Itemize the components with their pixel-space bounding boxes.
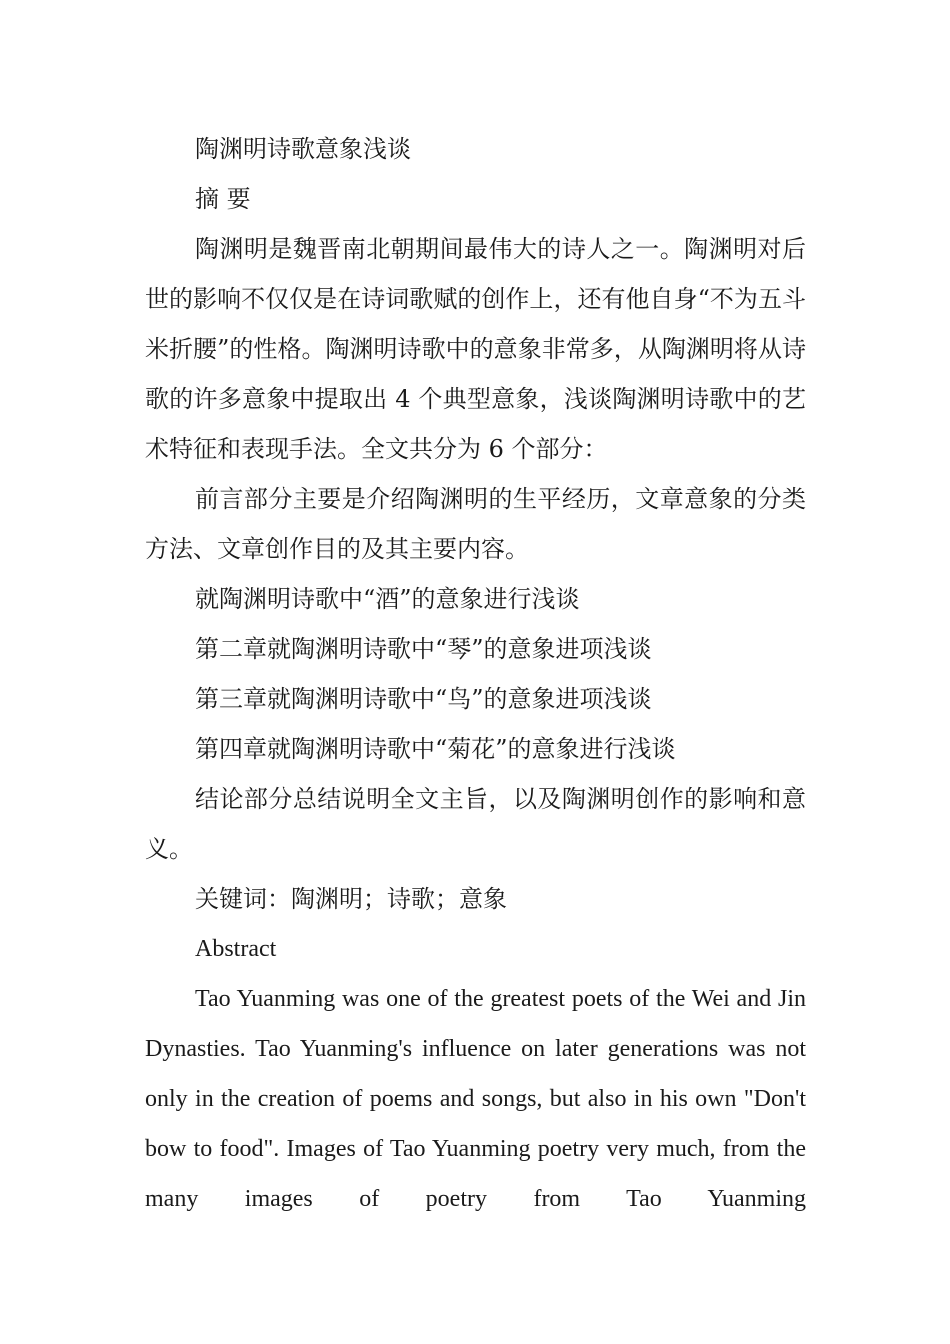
document-body [145, 124, 806, 1224]
english-abstract-paragraph: Tao Yuanming was one of the greatest poets of the Wei and Jin Dynasties. Tao Yuanming's influence on later generations was not only in the creation of poems and songs, but also in his own "Don't bow to food". Images of Tao Yuanming poetry very much, from the many images of poetry from Tao Yuanming [145, 986, 806, 1212]
document-title: 陶渊明诗歌意象浅谈 [195, 135, 411, 163]
chapter-1-line: 就陶渊明诗歌中“酒”的意象进行浅谈 [195, 585, 580, 613]
abstract-heading: 摘 要 [195, 185, 251, 213]
abstract-paragraph-2: 前言部分主要是介绍陶渊明的生平经历，文章意象的分类方法、文章创作目的及其主要内容。 [145, 485, 806, 563]
chapter-3-line: 第三章就陶渊明诗歌中“鸟”的意象进项浅谈 [195, 685, 652, 713]
english-abstract-heading: Abstract [195, 936, 277, 962]
conclusion-paragraph: 结论部分总结说明全文主旨，以及陶渊明创作的影响和意义。 [145, 785, 806, 863]
abstract-paragraph-1: 陶渊明是魏晋南北朝期间最伟大的诗人之一。陶渊明对后世的影响不仅仅是在诗词歌赋的创作上，还有他自身“不为五斗米折腰”的性格。陶渊明诗歌中的意象非常多，从陶渊明将从诗歌的许多意象中提取出 4 个典型意象，浅谈陶渊明诗歌中的艺术特征和表现手法。全文共分为 6 个部分： [145, 235, 806, 463]
chapter-4-line: 第四章就陶渊明诗歌中“菊花”的意象进行浅谈 [195, 735, 676, 763]
chapter-2-line: 第二章就陶渊明诗歌中“琴”的意象进项浅谈 [195, 635, 652, 663]
keywords-line: 关键词：陶渊明；诗歌；意象 [195, 885, 507, 913]
